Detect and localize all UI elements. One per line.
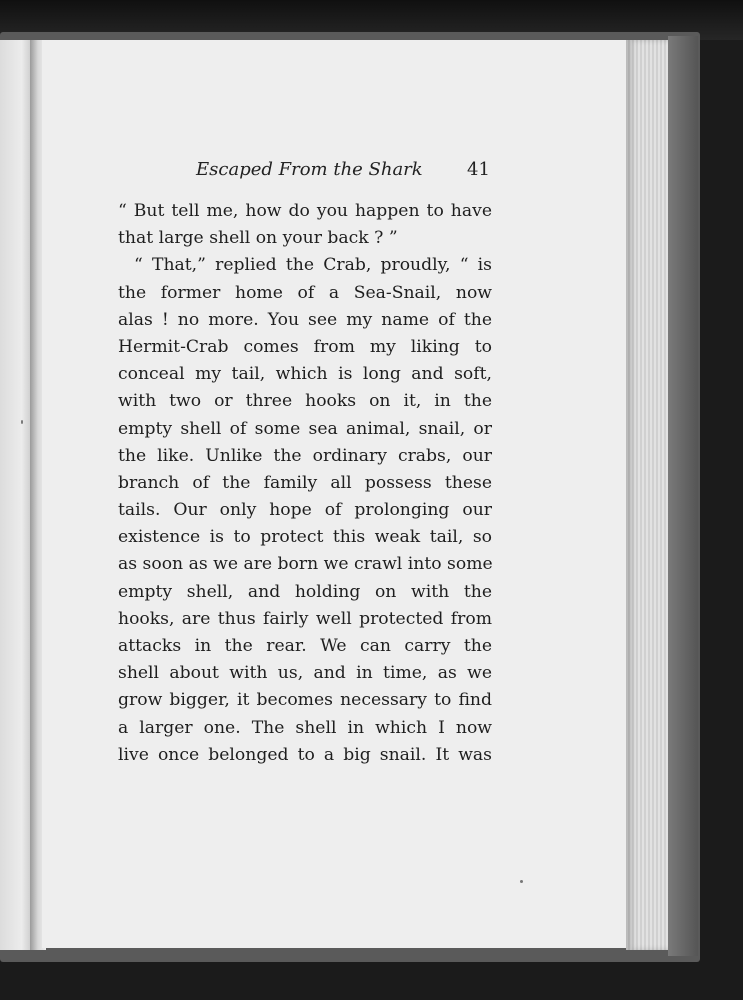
text-line: existence is to protect this weak tail, so [118, 527, 492, 548]
text-line: alas ! no more. You see my name of the [118, 309, 492, 330]
paper-speck [520, 880, 523, 883]
cover-edge [668, 36, 698, 956]
page-header [196, 159, 496, 187]
text-line: conceal my tail, which is long and soft, [118, 364, 492, 385]
text-line: empty shell, and holding on with the [118, 581, 492, 602]
text-line: grow bigger, it becomes necessary to find [118, 690, 492, 711]
text-line: “ But tell me, how do you happen to have [118, 201, 492, 221]
paper-speck [21, 420, 23, 424]
text-line: branch of the family all possess these [118, 472, 492, 493]
text-line: the former home of a Sea-Snail, now [118, 282, 492, 303]
page-number: 41 [467, 159, 490, 180]
text-line: a larger one. The shell in which I now [118, 717, 492, 738]
text-line: as soon as we are born we crawl into some [118, 554, 493, 575]
text-line: empty shell of some sea animal, snail, or [118, 418, 492, 439]
text-line: with two or three hooks on it, in the [118, 391, 492, 412]
running-title: Escaped From the Shark [196, 159, 423, 180]
page-stack-edges [626, 40, 670, 950]
text-line: the like. Unlike the ordinary crabs, our [118, 445, 492, 466]
text-line: hooks, are thus fairly well protected from [118, 608, 492, 629]
text-line: tails. Our only hope of prolonging our [118, 500, 492, 521]
text-line: shell about with us, and in time, as we [118, 663, 492, 684]
text-line: attacks in the rear. We can carry the [118, 636, 492, 656]
text-line: live once belonged to a big snail. It was [118, 744, 492, 765]
text-line: “ That,” replied the Crab, proudly, “ is [134, 255, 492, 276]
text-line: Hermit-Crab comes from my liking to [118, 336, 492, 357]
text-line: that large shell on your back ? ” [118, 228, 398, 249]
body-text [118, 198, 492, 769]
